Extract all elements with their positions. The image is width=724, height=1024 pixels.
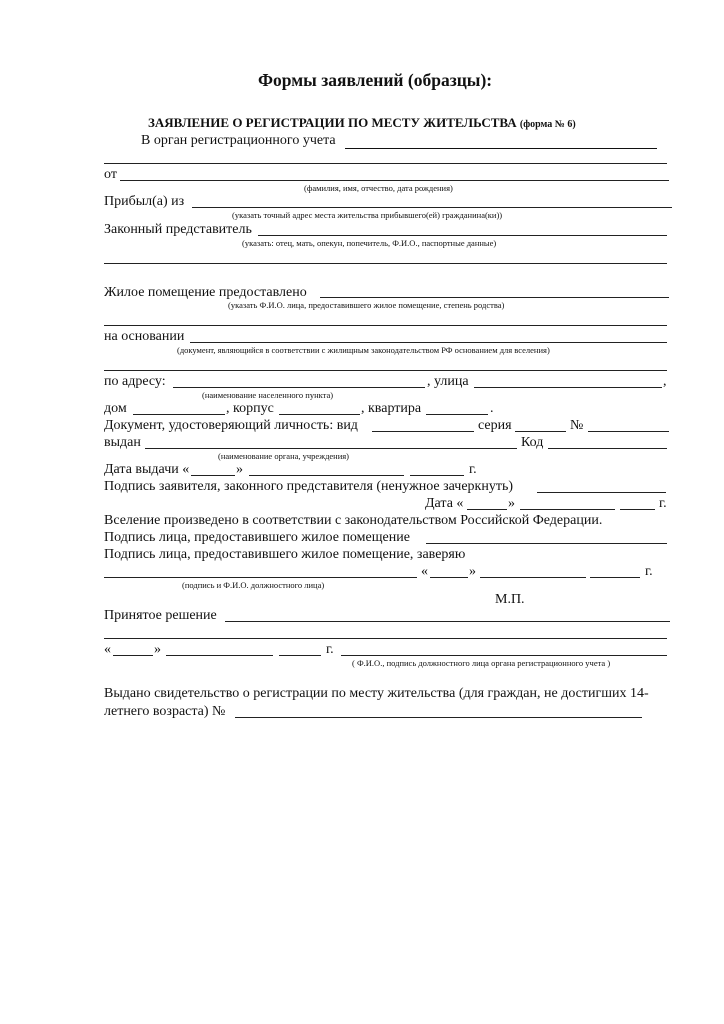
date-label: Дата « bbox=[425, 496, 464, 511]
decision-month-field[interactable] bbox=[166, 655, 273, 656]
field-line[interactable] bbox=[104, 163, 667, 164]
to-authority-field[interactable] bbox=[345, 148, 657, 149]
signature-label: Подпись заявителя, законного представителя (ненужное зачеркнуть) bbox=[104, 479, 514, 494]
decision-year-field[interactable] bbox=[279, 655, 321, 656]
representative-hint: (указать: отец, мать, опекун, попечитель, Ф.И.О., паспортные данные) bbox=[242, 238, 497, 248]
official-month-field[interactable] bbox=[480, 577, 586, 578]
field-line[interactable] bbox=[104, 638, 667, 639]
building-label: , корпус bbox=[226, 401, 274, 416]
representative-field[interactable] bbox=[258, 235, 667, 236]
page-title: Формы заявлений (образцы): bbox=[258, 70, 493, 90]
official-year-field[interactable] bbox=[590, 577, 640, 578]
street-label: , улица bbox=[427, 374, 469, 389]
official-signature-field[interactable] bbox=[104, 577, 417, 578]
from-field[interactable] bbox=[120, 180, 669, 181]
certificate-line-2: летнего возраста) № bbox=[104, 704, 226, 719]
decision-field[interactable] bbox=[225, 621, 670, 622]
code-label: Код bbox=[521, 435, 544, 450]
basis-label: на основании bbox=[104, 329, 185, 344]
official-day-field[interactable] bbox=[430, 577, 468, 578]
issue-year-field[interactable] bbox=[410, 475, 464, 476]
street-field[interactable] bbox=[474, 387, 662, 388]
registrar-hint: ( Ф.И.О., подпись должностного лица органа регистрационного учета ) bbox=[352, 658, 611, 668]
representative-label: Законный представитель bbox=[104, 222, 252, 237]
basis-field[interactable] bbox=[190, 342, 667, 343]
house-label: дом bbox=[104, 401, 127, 416]
basis-hint: (документ, являющийся в соответствии с жилищным законодательством РФ основанием для вселения) bbox=[177, 345, 550, 355]
decision-date-quote-close: » bbox=[154, 642, 161, 657]
arrived-label: Прибыл(а) из bbox=[104, 194, 185, 209]
official-year-suffix: г. bbox=[645, 564, 653, 579]
address-comma: , bbox=[663, 374, 667, 389]
house-field[interactable] bbox=[133, 414, 225, 415]
signature-field[interactable] bbox=[537, 492, 666, 493]
decision-year-suffix: г. bbox=[326, 642, 334, 657]
decision-day-field[interactable] bbox=[113, 655, 153, 656]
premises-label: Жилое помещение предоставлено bbox=[104, 285, 307, 300]
official-date-quote-open: « bbox=[421, 564, 428, 579]
arrived-field[interactable] bbox=[192, 207, 672, 208]
form-number: (форма № 6) bbox=[519, 119, 576, 130]
field-line[interactable] bbox=[104, 370, 667, 371]
premises-field[interactable] bbox=[320, 297, 669, 298]
issue-year-suffix: г. bbox=[469, 462, 477, 477]
id-doc-label: Документ, удостоверяющий личность: вид bbox=[104, 418, 358, 433]
issued-field[interactable] bbox=[145, 448, 517, 449]
form-title bbox=[148, 116, 576, 130]
field-line[interactable] bbox=[104, 325, 667, 326]
date-year-suffix: г. bbox=[659, 496, 667, 511]
issue-day-field[interactable] bbox=[191, 475, 235, 476]
locality-hint: (наименование населенного пункта) bbox=[202, 390, 334, 400]
arrived-hint: (указать точный адрес места жительства прибывшего(ей) гражданина(ки)) bbox=[232, 210, 503, 220]
apartment-period: . bbox=[490, 401, 494, 416]
number-label: № bbox=[570, 418, 584, 433]
provider-signature-field[interactable] bbox=[426, 543, 667, 544]
certificate-number-field[interactable] bbox=[235, 717, 642, 718]
apartment-label: , квартира bbox=[361, 401, 422, 416]
date-month-field[interactable] bbox=[520, 509, 615, 510]
apartment-field[interactable] bbox=[426, 414, 488, 415]
series-field[interactable] bbox=[515, 431, 566, 432]
code-field[interactable] bbox=[548, 448, 667, 449]
issued-label: выдан bbox=[104, 435, 141, 450]
official-hint: (подпись и Ф.И.О. должностного лица) bbox=[182, 580, 325, 590]
official-date-quote-close: » bbox=[469, 564, 476, 579]
certificate-line-1: Выдано свидетельство о регистрации по месту жительства (для граждан, не достигших 14- bbox=[104, 686, 649, 701]
issuer-hint: (наименование органа, учреждения) bbox=[218, 451, 350, 461]
building-field[interactable] bbox=[279, 414, 360, 415]
date-day-field[interactable] bbox=[467, 509, 507, 510]
form-title-text: ЗАЯВЛЕНИЕ О РЕГИСТРАЦИИ ПО МЕСТУ ЖИТЕЛЬСТВА bbox=[148, 115, 517, 130]
provider-signature-label: Подпись лица, предоставившего жилое помещение bbox=[104, 530, 410, 545]
provider-certify-label: Подпись лица, предоставившего жилое помещение, заверяю bbox=[104, 547, 466, 562]
registrar-signature-field[interactable] bbox=[341, 655, 667, 656]
decision-date-quote-open: « bbox=[104, 642, 111, 657]
address-label: по адресу: bbox=[104, 374, 166, 389]
decision-label: Принятое решение bbox=[104, 608, 217, 623]
issue-date-label: Дата выдачи « bbox=[104, 462, 190, 477]
locality-field[interactable] bbox=[173, 387, 425, 388]
stamp-label: М.П. bbox=[495, 592, 525, 607]
premises-hint: (указать Ф.И.О. лица, предоставившего жилое помещение, степень родства) bbox=[228, 300, 505, 310]
series-label: серия bbox=[478, 418, 512, 433]
issue-month-field[interactable] bbox=[249, 475, 404, 476]
date-quote-close: » bbox=[508, 496, 515, 511]
issue-date-quote-close: » bbox=[236, 462, 243, 477]
settlement-text: Вселение произведено в соответствии с законодательством Российской Федерации. bbox=[104, 513, 603, 528]
date-year-field[interactable] bbox=[620, 509, 655, 510]
id-doc-type-field[interactable] bbox=[372, 431, 474, 432]
to-authority-label: В орган регистрационного учета bbox=[141, 133, 336, 148]
number-field[interactable] bbox=[588, 431, 669, 432]
from-label: от bbox=[104, 167, 117, 182]
field-line[interactable] bbox=[104, 263, 667, 264]
from-hint: (фамилия, имя, отчество, дата рождения) bbox=[304, 183, 453, 193]
